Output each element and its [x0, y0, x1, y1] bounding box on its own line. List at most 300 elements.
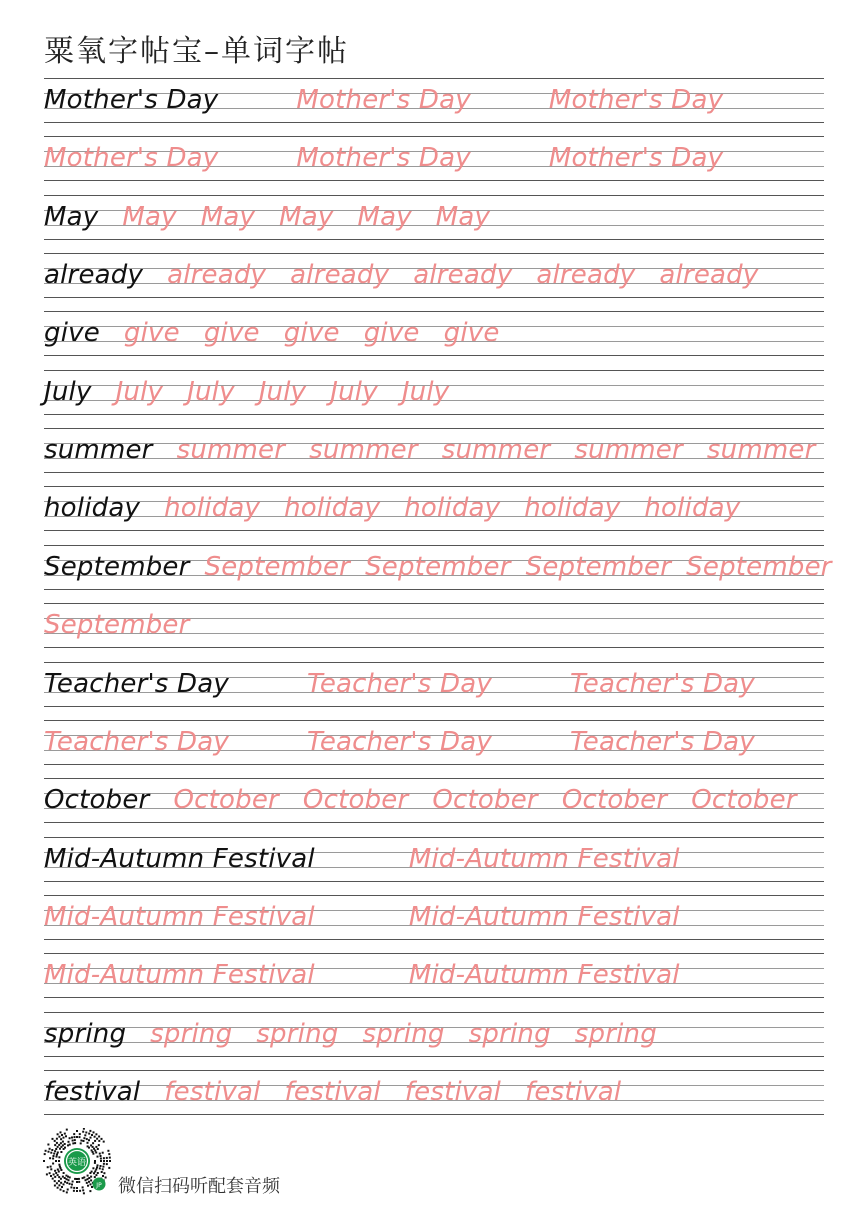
trace-word: give: [123, 318, 180, 349]
qr-dot: [50, 1152, 52, 1154]
trace-word: summer: [706, 435, 816, 466]
ruling-line: [44, 939, 824, 940]
ruling-line: [44, 297, 824, 298]
qr-dot: [82, 1177, 84, 1179]
qr-dot: [50, 1166, 52, 1168]
trace-word: festival: [284, 1076, 381, 1107]
ruling-line: [44, 370, 824, 371]
qr-dot: [62, 1141, 64, 1143]
qr-dot: [102, 1168, 104, 1170]
qr-dot: [60, 1131, 62, 1133]
qr-dot: [80, 1140, 82, 1142]
model-word: July: [44, 376, 92, 407]
qr-dot: [87, 1178, 89, 1180]
trace-word: October: [691, 785, 797, 816]
qr-dot: [60, 1138, 62, 1140]
qr-dot: [62, 1176, 64, 1178]
qr-dot: [60, 1142, 62, 1144]
ruling-line: [44, 486, 824, 487]
qr-dot: [61, 1186, 63, 1188]
qr-dot: [74, 1142, 76, 1144]
qr-dot: [95, 1169, 97, 1171]
ruling-line: [44, 1070, 824, 1071]
practice-row: [44, 1012, 824, 1070]
qr-dot: [97, 1156, 99, 1158]
trace-word: already: [536, 260, 636, 291]
trace-word: spring: [574, 1018, 657, 1049]
qr-dot: [92, 1142, 94, 1144]
qr-dot: [62, 1144, 64, 1146]
qr-dot: [102, 1175, 104, 1177]
qr-dot: [71, 1184, 73, 1186]
trace-word: Mother's Day: [296, 143, 471, 174]
trace-word: Mother's Day: [548, 85, 724, 115]
trace-word: holiday: [404, 493, 501, 524]
qr-dot: [54, 1150, 56, 1152]
ruling-line: [44, 239, 824, 240]
qr-dot: [69, 1144, 71, 1146]
practice-row: [44, 953, 824, 1011]
trace-word: give: [283, 318, 340, 349]
practice-row: [44, 603, 824, 661]
ruling-line: [44, 589, 824, 590]
qr-dot: [58, 1156, 60, 1158]
qr-dot: [73, 1133, 75, 1135]
qr-dot: [67, 1189, 69, 1191]
qr-dot: [72, 1181, 74, 1183]
trace-word: summer: [441, 435, 551, 466]
trace-word: give: [443, 318, 500, 349]
qr-dot: [78, 1181, 80, 1183]
trace-word: October: [173, 785, 279, 816]
qr-dot: [54, 1140, 56, 1142]
qr-dot: [55, 1160, 57, 1162]
practice-row: [44, 895, 824, 953]
trace-word: Mid-Autumn Festival: [408, 960, 680, 991]
qr-dot: [59, 1166, 61, 1168]
qr-dot: [44, 1153, 46, 1155]
trace-word: September: [365, 551, 511, 582]
trace-word: give: [203, 318, 260, 349]
qr-dot: [54, 1180, 56, 1182]
qr-dot: [60, 1151, 62, 1153]
model-word: September: [44, 551, 190, 582]
qr-dot: [101, 1138, 103, 1140]
qr-dot: [58, 1164, 60, 1166]
qr-dot: [79, 1133, 81, 1135]
qr-dot: [63, 1190, 65, 1192]
trace-word: July: [187, 376, 235, 407]
trace-word: already: [167, 260, 267, 291]
qr-dot: [66, 1178, 68, 1180]
practice-row: [44, 311, 824, 369]
qr-dot: [92, 1151, 94, 1153]
qr-dot: [82, 1189, 84, 1191]
qr-dot: [72, 1142, 74, 1144]
qr-dot: [49, 1172, 51, 1174]
qr-dot: [102, 1166, 104, 1168]
qr-dot: [83, 1128, 85, 1130]
qr-dot: [92, 1146, 94, 1148]
qr-dot: [103, 1172, 105, 1174]
qr-dot: [105, 1177, 107, 1179]
qr-dot: [70, 1186, 72, 1188]
qr-dot: [88, 1147, 90, 1149]
qr-dot: [79, 1190, 81, 1192]
practice-row: [44, 78, 824, 136]
trace-word: July: [115, 376, 164, 407]
ruling-line: [44, 647, 824, 648]
qr-dot: [43, 1160, 45, 1162]
ruling-line: [44, 253, 824, 254]
qr-dot: [76, 1181, 78, 1183]
qr-dot: [99, 1153, 101, 1155]
trace-word: spring: [468, 1018, 551, 1049]
ruling-line: [44, 78, 824, 79]
qr-dot: [93, 1148, 95, 1150]
trace-word: Mother's Day: [296, 85, 471, 115]
practice-row: [44, 136, 824, 194]
qr-dot: [76, 1187, 78, 1189]
qr-dot: [71, 1137, 73, 1139]
trace-word: October: [432, 785, 538, 816]
qr-dot: [88, 1139, 90, 1141]
practice-row: [44, 1070, 824, 1128]
qr-dot: [45, 1150, 47, 1152]
trace-word: holiday: [644, 493, 741, 524]
trace-word: Mother's Day: [548, 143, 724, 174]
qr-dot: [86, 1182, 88, 1184]
qr-dot: [54, 1144, 56, 1146]
qr-dot: [98, 1144, 100, 1146]
qr-dot: [55, 1148, 57, 1150]
trace-word: July: [401, 376, 450, 407]
qr-dot: [106, 1163, 108, 1165]
trace-word: October: [561, 785, 668, 816]
qr-dot: [63, 1137, 65, 1139]
qr-dot: [58, 1171, 60, 1173]
ruling-line: [44, 545, 824, 546]
trace-word: festival: [164, 1076, 261, 1107]
trace-word: spring: [150, 1018, 233, 1049]
qr-dot: [83, 1176, 85, 1178]
qr-dot: [94, 1140, 96, 1142]
qr-dot: [58, 1176, 60, 1178]
qr-dot: [74, 1139, 76, 1141]
trace-word: holiday: [524, 493, 621, 524]
trace-word: already: [413, 260, 513, 291]
qr-dot: [78, 1178, 80, 1180]
qr-dot: [63, 1183, 65, 1185]
trace-word: already: [290, 260, 390, 291]
trace-word: July: [258, 376, 307, 407]
audio-footer: [42, 1128, 442, 1198]
qr-dot: [82, 1131, 84, 1133]
qr-dot: [56, 1182, 58, 1184]
ruling-line: [44, 180, 824, 181]
trace-word: May: [279, 201, 334, 232]
qr-dot: [58, 1180, 60, 1182]
qr-dot: [92, 1167, 94, 1169]
trace-word: holiday: [164, 493, 261, 524]
model-word: Teacher's Day: [44, 668, 229, 699]
qr-dot: [69, 1183, 71, 1185]
qr-dot: [103, 1141, 105, 1143]
qr-dot: [98, 1136, 100, 1138]
qr-dot: [92, 1153, 94, 1155]
qr-badge-label: 英语: [67, 1158, 87, 1168]
qr-dot: [102, 1152, 104, 1154]
qr-dot: [63, 1172, 65, 1174]
trace-word: May: [122, 201, 177, 232]
trace-word: May: [435, 201, 491, 232]
qr-dot: [57, 1174, 59, 1176]
trace-word: September: [204, 551, 351, 582]
qr-dot: [93, 1131, 95, 1133]
trace-word: festival: [525, 1076, 622, 1107]
qr-dot: [65, 1175, 67, 1177]
qr-dot: [58, 1160, 60, 1162]
ruling-line: [44, 706, 824, 707]
ruling-line: [44, 311, 824, 312]
qr-dot: [53, 1155, 55, 1157]
ruling-line: [44, 472, 824, 473]
qr-dot: [85, 1132, 87, 1134]
qr-dot: [49, 1157, 51, 1159]
ruling-line: [44, 136, 824, 137]
trace-word: give: [363, 318, 420, 349]
trace-word: Mid-Autumn Festival: [44, 960, 315, 991]
qr-dot: [53, 1153, 55, 1155]
qr-dot: [98, 1140, 100, 1142]
ruling-line: [44, 778, 824, 779]
trace-word: Teacher's Day: [569, 668, 755, 699]
qr-dot: [103, 1157, 105, 1159]
model-word: holiday: [44, 493, 141, 524]
qr-dot: [97, 1148, 99, 1150]
qr-dot: [94, 1162, 96, 1164]
qr-dot: [64, 1147, 66, 1149]
qr-dot: [97, 1172, 99, 1174]
qr-dot: [48, 1151, 50, 1153]
qr-dot: [60, 1178, 62, 1180]
qr-dot: [90, 1176, 92, 1178]
qr-dot: [57, 1169, 59, 1171]
model-word: Mid-Autumn Festival: [44, 843, 315, 874]
model-word: Mother's Day: [44, 85, 219, 115]
qr-dot: [68, 1141, 70, 1143]
qr-dot: [55, 1172, 57, 1174]
ruling-line: [44, 662, 824, 663]
trace-word: holiday: [284, 493, 381, 524]
qr-dot: [94, 1150, 96, 1152]
qr-dot: [74, 1178, 76, 1180]
ruling-line: [44, 953, 824, 954]
qr-dot: [52, 1138, 54, 1140]
qr-dot: [100, 1160, 102, 1162]
trace-word: September: [44, 610, 190, 641]
qr-dot: [95, 1152, 97, 1154]
qr-dot: [88, 1133, 90, 1135]
qr-dot: [58, 1136, 60, 1138]
qr-dot: [52, 1163, 54, 1165]
qr-dot: [106, 1160, 108, 1162]
qr-dot: [83, 1140, 85, 1142]
trace-word: Mother's Day: [44, 143, 219, 174]
ruling-line: [44, 1114, 824, 1115]
qr-dot: [47, 1144, 49, 1146]
trace-word: summer: [309, 435, 418, 466]
qr-dot: [76, 1190, 78, 1192]
qr-dot: [90, 1183, 92, 1185]
qr-dot: [91, 1186, 93, 1188]
qr-dot: [95, 1174, 97, 1176]
qr-dot: [103, 1163, 105, 1165]
qr-dot: [73, 1190, 75, 1192]
qr-dot: [66, 1191, 68, 1193]
practice-row: [44, 253, 824, 311]
qr-dot: [47, 1166, 49, 1168]
qr-dot: [94, 1176, 96, 1178]
qr-dot: [90, 1137, 92, 1139]
trace-word: Teacher's Day: [569, 726, 755, 757]
trace-word: Mid-Autumn Festival: [408, 901, 680, 932]
qr-dot: [87, 1175, 89, 1177]
qr-dot: [107, 1150, 109, 1152]
qr-dot: [64, 1143, 66, 1145]
qr-dot: [80, 1142, 82, 1144]
practice-row: [44, 195, 824, 253]
trace-word: Teacher's Day: [306, 726, 492, 757]
page-title: 粟氧字帖宝–单词字帖: [44, 34, 349, 69]
trace-word: July: [330, 376, 378, 407]
qr-corner-label: JP: [96, 1182, 102, 1189]
scan-instruction: 微信扫码听配套音频: [118, 1176, 280, 1197]
qr-dot: [57, 1152, 59, 1154]
qr-dot: [108, 1167, 110, 1169]
qr-dot: [106, 1157, 108, 1159]
qr-dot: [60, 1167, 62, 1169]
trace-word: summer: [176, 435, 286, 466]
qr-dot: [52, 1178, 54, 1180]
practice-row: [44, 720, 824, 778]
ruling-line: [44, 720, 824, 721]
practice-row: [44, 837, 824, 895]
model-word: festival: [44, 1076, 141, 1107]
qr-dot: [103, 1160, 105, 1162]
qr-dot: [93, 1172, 95, 1174]
trace-word: October: [302, 785, 409, 816]
qr-dot: [101, 1171, 103, 1173]
trace-word: spring: [362, 1018, 445, 1049]
qr-dot: [83, 1192, 85, 1194]
trace-word: Teacher's Day: [44, 726, 229, 757]
ruling-line: [44, 428, 824, 429]
qr-dot: [66, 1129, 68, 1131]
practice-row: [44, 370, 824, 428]
practice-row: [44, 428, 824, 486]
qr-dot: [50, 1175, 52, 1177]
qr-dot: [94, 1160, 96, 1162]
qr-dot: [57, 1146, 59, 1148]
ruling-line: [44, 195, 824, 196]
trace-word: September: [686, 551, 832, 582]
qr-dot: [64, 1181, 66, 1183]
qr-dot: [73, 1187, 75, 1189]
qr-dot: [86, 1138, 88, 1140]
trace-word: summer: [574, 435, 683, 466]
trace-word: May: [357, 201, 412, 232]
qr-dot: [65, 1135, 67, 1137]
ruling-line: [44, 997, 824, 998]
trace-word: Teacher's Day: [306, 668, 492, 699]
qr-dot: [88, 1177, 90, 1179]
qr-dot: [74, 1136, 76, 1138]
qr-dot: [67, 1144, 69, 1146]
qr-dot: [54, 1170, 56, 1172]
qr-dot: [56, 1156, 58, 1158]
ruling-line: [44, 603, 824, 604]
qr-dot: [57, 1187, 59, 1189]
trace-word: already: [659, 260, 759, 291]
qr-dot: [60, 1169, 62, 1171]
qr-dot: [96, 1167, 98, 1169]
qr-dot: [100, 1158, 102, 1160]
qr-dot: [68, 1179, 70, 1181]
model-word: spring: [44, 1018, 127, 1049]
practice-row: [44, 486, 824, 544]
qr-dot: [57, 1133, 59, 1135]
trace-word: September: [525, 551, 672, 582]
qr-dot: [85, 1179, 87, 1181]
qr-dot: [50, 1168, 52, 1170]
qr-dot: [83, 1137, 85, 1139]
qr-dot: [53, 1174, 55, 1176]
qr-dot: [89, 1172, 91, 1174]
ruling-line: [44, 881, 824, 882]
model-word: give: [44, 318, 100, 349]
qr-code-icon[interactable]: [42, 1128, 112, 1198]
model-word: summer: [44, 435, 153, 466]
qr-dot: [56, 1142, 58, 1144]
ruling-line: [44, 837, 824, 838]
qr-dot: [69, 1137, 71, 1139]
qr-dot: [58, 1184, 60, 1186]
qr-dot: [61, 1134, 63, 1136]
trace-word: Mid-Autumn Festival: [44, 901, 315, 932]
model-word: already: [44, 260, 144, 291]
qr-dot: [56, 1138, 58, 1140]
qr-dot: [84, 1134, 86, 1136]
qr-dot: [54, 1176, 56, 1178]
ruling-line: [44, 895, 824, 896]
model-word: May: [44, 201, 99, 232]
qr-dot: [89, 1130, 91, 1132]
trace-word: spring: [256, 1018, 339, 1049]
qr-dot: [64, 1177, 66, 1179]
qr-dot: [54, 1185, 56, 1187]
qr-dot: [109, 1157, 111, 1159]
ruling-line: [44, 764, 824, 765]
practice-row: [44, 778, 824, 836]
ruling-line: [44, 530, 824, 531]
qr-dot: [82, 1186, 84, 1188]
qr-dot: [76, 1136, 78, 1138]
qr-dot: [96, 1138, 98, 1140]
ruling-line: [44, 1012, 824, 1013]
qr-dot: [95, 1146, 97, 1148]
qr-dot: [91, 1134, 93, 1136]
